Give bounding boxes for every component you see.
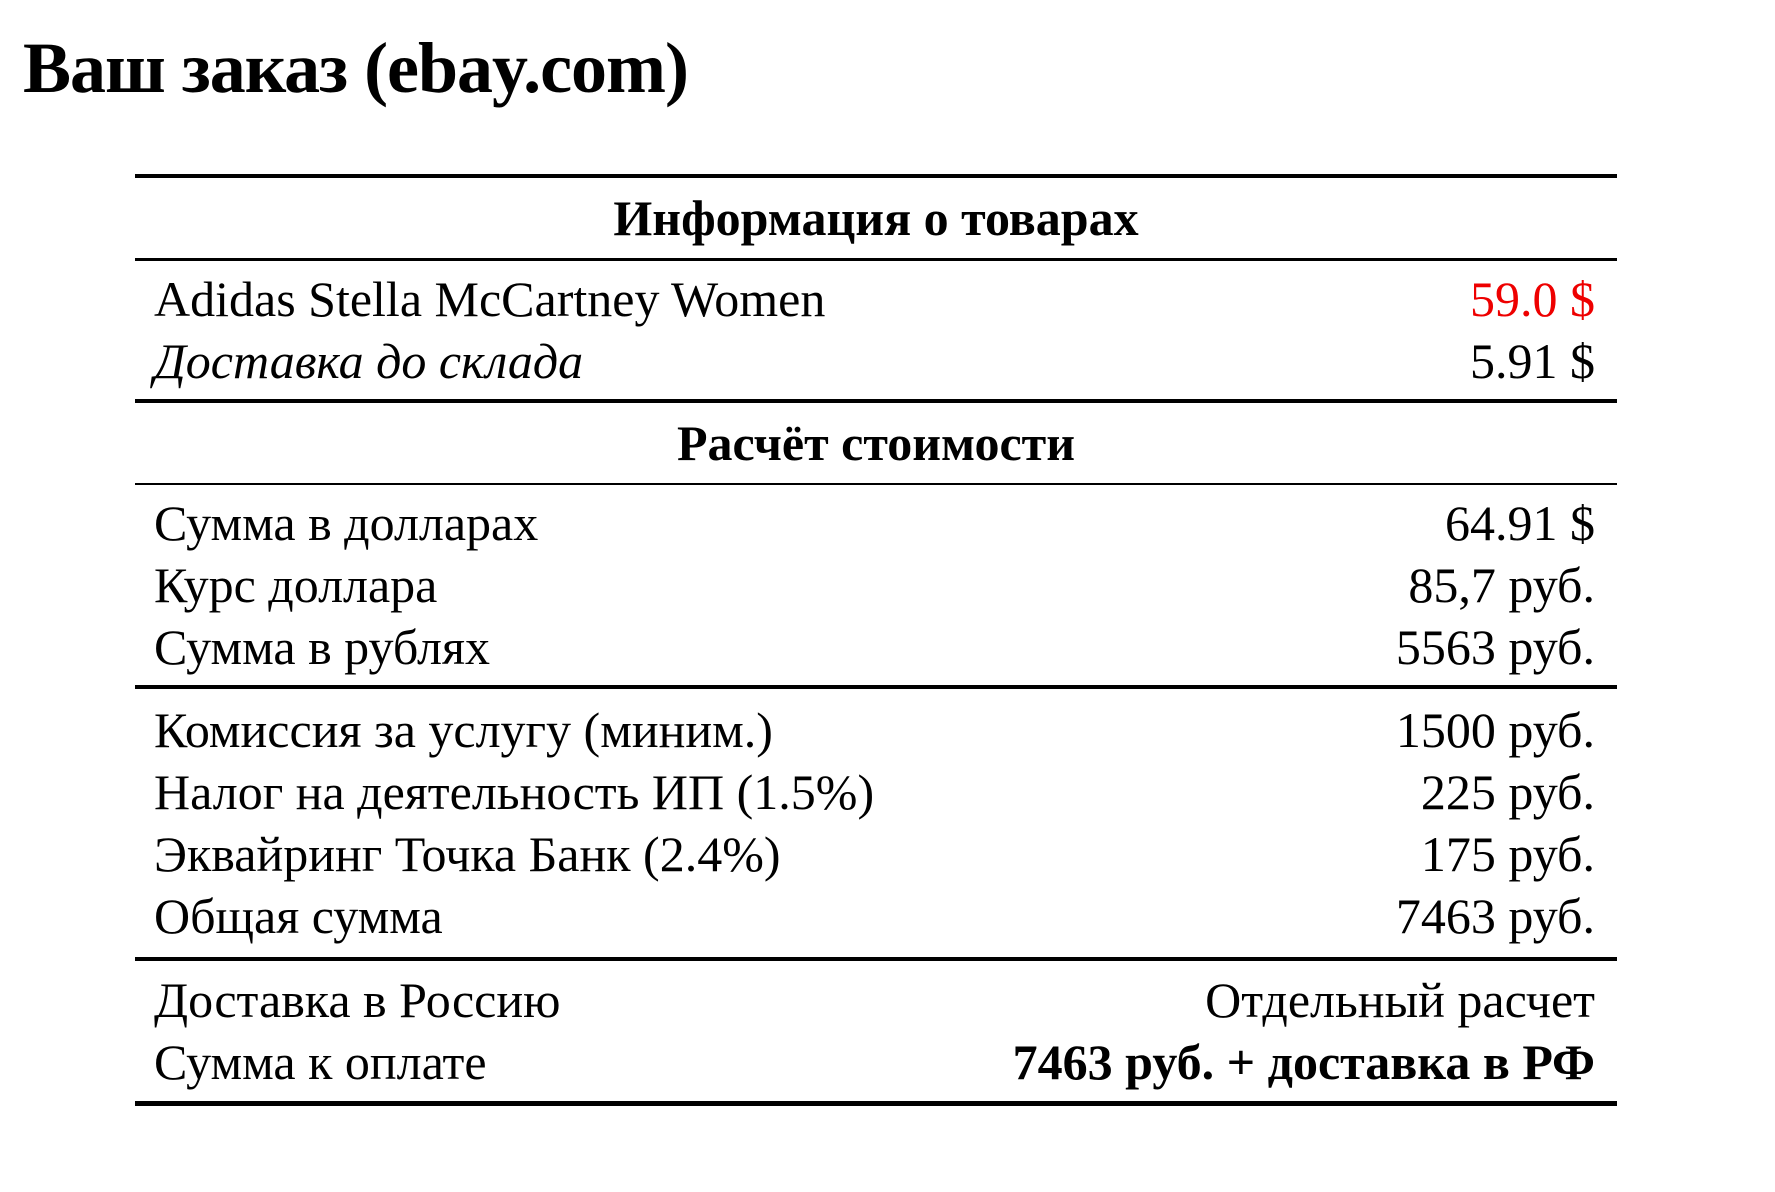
bottom-rule	[135, 1101, 1617, 1106]
item-price: 59.0 $	[1470, 270, 1595, 327]
table-row	[135, 969, 1617, 1031]
row-value: 85,7 руб.	[1408, 557, 1595, 613]
row-value: 1500 руб.	[1395, 702, 1595, 758]
item-price: 5.91 $	[1470, 332, 1595, 389]
fee-rows	[135, 689, 1617, 957]
row-label: Сумма к оплате	[154, 1034, 487, 1090]
row-label: Сумма в рублях	[154, 619, 491, 675]
row-value: 5563 руб.	[1395, 619, 1595, 675]
row-label: Эквайринг Точка Банк (2.4%)	[154, 826, 781, 882]
table-row	[135, 885, 1617, 947]
row-label: Налог на деятельность ИП (1.5%)	[154, 764, 875, 820]
order-table	[135, 174, 1617, 1106]
row-label: Комиссия за услугу (миним.)	[154, 702, 773, 758]
row-value: Отдельный расчет	[1205, 972, 1595, 1028]
table-row	[135, 823, 1617, 885]
table-row	[135, 761, 1617, 823]
table-row	[135, 492, 1617, 554]
row-value: 225 руб.	[1420, 764, 1595, 820]
row-value: 7463 руб.	[1395, 888, 1595, 944]
table-row	[135, 330, 1617, 392]
table-row	[135, 1031, 1617, 1093]
total-due-value: 7463 руб. + доставка в РФ	[1012, 1034, 1595, 1090]
row-label: Доставка в Россию	[154, 972, 561, 1028]
table-row	[135, 554, 1617, 616]
item-name: Adidas Stella McCartney Women	[154, 270, 826, 327]
row-label: Курс доллара	[154, 557, 438, 613]
table-row	[135, 699, 1617, 761]
section-header-calculation: Расчёт стоимости	[676, 414, 1076, 471]
table-row	[135, 616, 1617, 678]
total-rows	[135, 961, 1617, 1101]
table-row	[135, 268, 1617, 330]
row-label: Общая сумма	[154, 888, 443, 944]
row-value: 175 руб.	[1420, 826, 1595, 882]
row-value: 64.91 $	[1445, 495, 1595, 551]
item-name: Доставка до склада	[154, 332, 584, 389]
row-label: Сумма в долларах	[154, 495, 539, 551]
section-header-items: Информация о товарах	[613, 190, 1139, 246]
currency-rows	[135, 485, 1617, 685]
page-title: Ваш заказ (ebay.com)	[23, 28, 688, 108]
items-rows	[135, 261, 1617, 399]
